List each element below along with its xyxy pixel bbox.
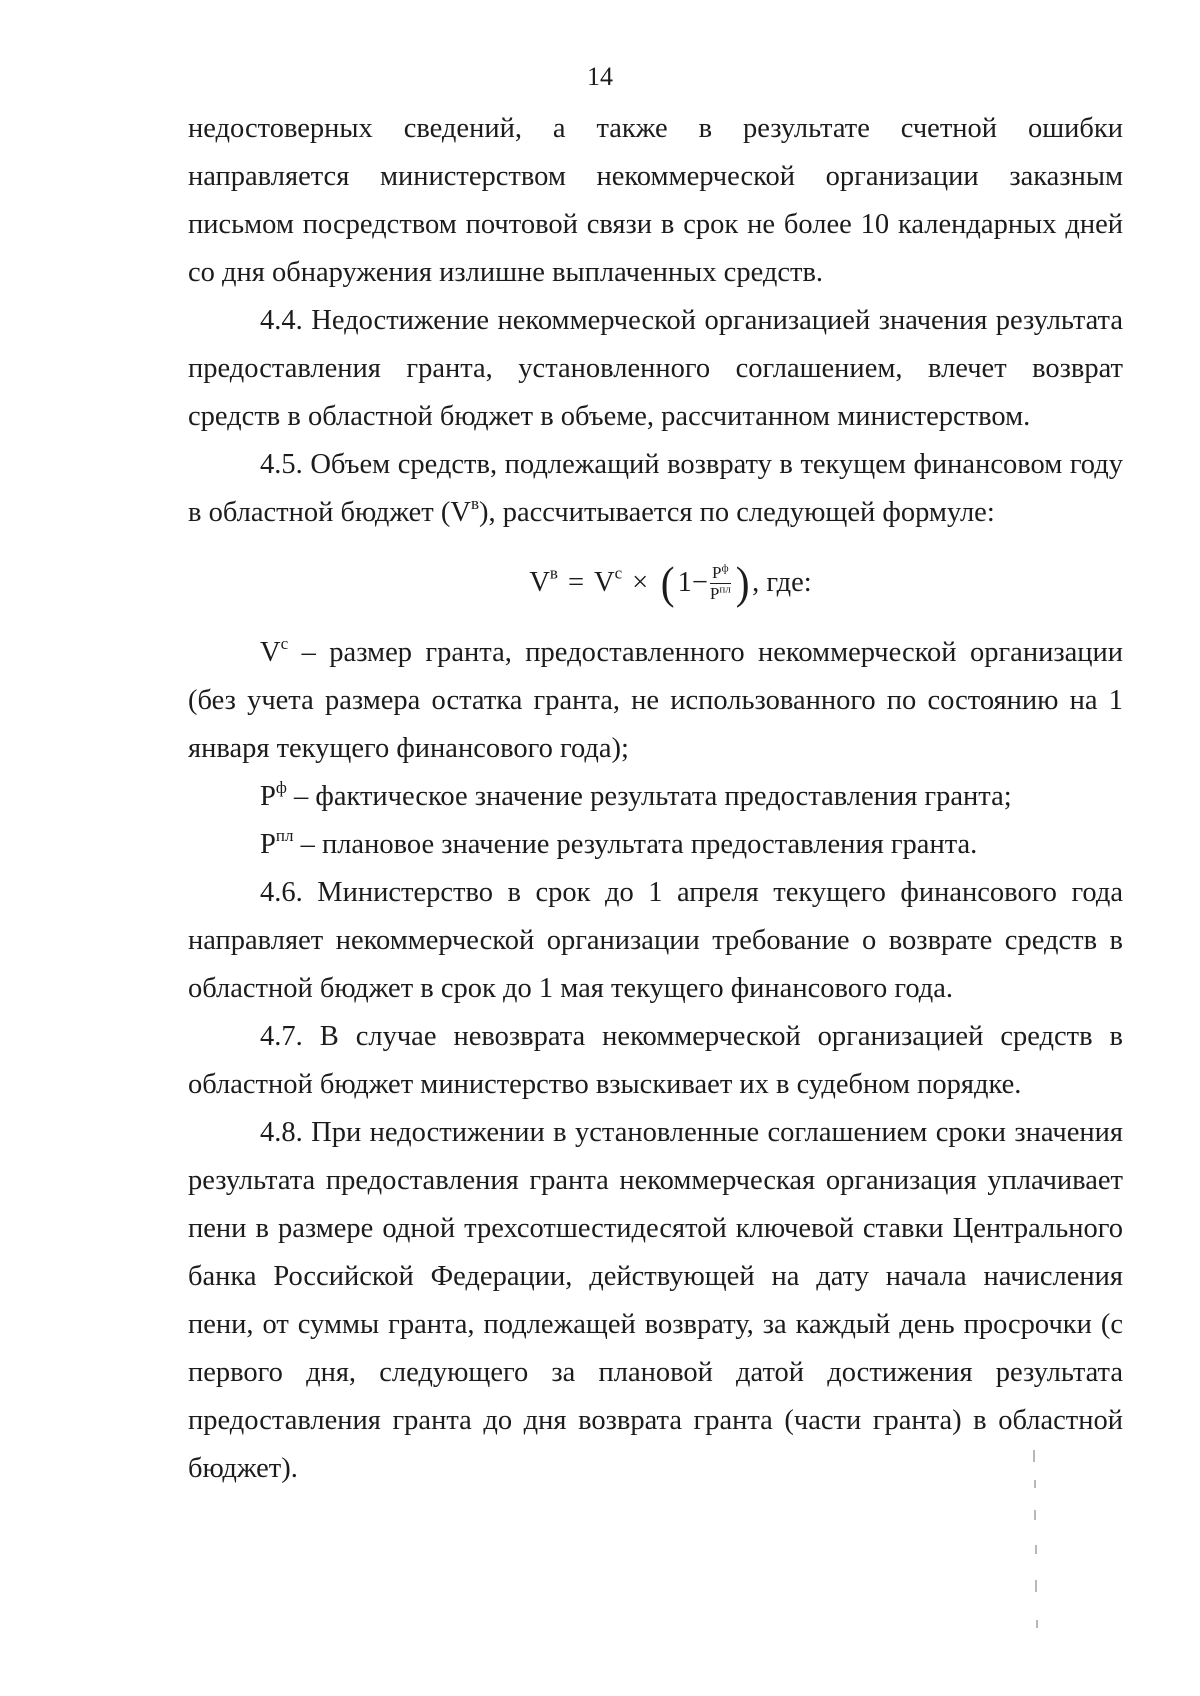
formula-times: × <box>632 567 649 598</box>
page-number: 14 <box>587 62 613 91</box>
definition-ppl-text: – плановое значение результата предоставления гранта. <box>293 829 978 860</box>
paragraph-4-4: 4.4. Недостижение некоммерческой организацией значения результата предоставления гранта, установленного соглашением, влечет возврат средств в областной бюджет в объеме, рассчитанном министерством. <box>188 305 1123 432</box>
paragraph-4-6: 4.6. Министерство в срок до 1 апреля текущего финансового года направляет некоммерческой организации требование о возврате средств в областной бюджет в срок до 1 мая текущего финансового года. <box>188 877 1123 1004</box>
scan-speck <box>1036 1620 1038 1628</box>
formula-denominator <box>710 584 731 604</box>
refund-formula <box>188 537 1123 629</box>
scan-speck <box>1034 1510 1036 1520</box>
scan-speck <box>1034 1480 1036 1488</box>
formula-numerator-sup: ф <box>721 561 729 574</box>
scan-speck <box>1033 1450 1035 1462</box>
formula-suffix: , где: <box>752 567 812 598</box>
paragraph-4-5-text-a: 4.5. Объем средств, подлежащий возврату в текущем финансовом году в областной бюджет (V <box>188 449 1123 528</box>
formula-term <box>594 559 622 607</box>
definition-ppl <box>188 821 1123 869</box>
formula-numerator <box>710 563 731 584</box>
definition-pf <box>188 773 1123 821</box>
paragraph-4-7: 4.7. В случае невозврата некоммерческой организацией средств в областной бюджет министерство взыскивает их в судебном порядке. <box>188 1021 1123 1100</box>
formula-equals: = <box>567 567 585 598</box>
formula-numerator-symbol: P <box>712 562 722 582</box>
paragraph-continuation: недостоверных сведений, а также в результате счетной ошибки направляется министерством некоммерческой организации заказным письмом посредством почтовой связи в срок не более 10 календарных дней со дня обнаружения излишне выплаченных средств. <box>188 113 1123 288</box>
definition-vc-sup: с <box>280 634 289 654</box>
scan-speck <box>1035 1580 1037 1592</box>
document-body <box>188 105 1123 1493</box>
formula-lhs-sup: в <box>549 563 558 583</box>
formula-term-symbol: V <box>594 567 615 598</box>
definition-pf-text: – фактическое значение результата предоставления гранта; <box>286 781 1012 812</box>
paragraph-4-5-text-b: ), рассчитывается по следующей формуле: <box>478 497 995 528</box>
definition-pf-sup: ф <box>275 778 287 798</box>
formula-lhs-symbol: V <box>529 567 550 598</box>
formula-one-minus: 1− <box>677 567 708 598</box>
definition-ppl-symbol: P <box>260 829 276 860</box>
formula-open-paren: ( <box>661 557 675 608</box>
paragraph-4-8: 4.8. При недостижении в установленные соглашением сроки значения результата предоставления гранта некоммерческая организация уплачивает пени в размере одной трехсотшестидесятой ключевой ставки Центрального банка Российской Федерации, действующей на дату начала начисления пени, от суммы гранта, подлежащей возврату, за каждый день просрочки (с первого дня, следующего за плановой датой достижения результата предоставления гранта до дня возврата гранта (части гранта) в областной бюджет). <box>188 1117 1123 1484</box>
scan-speck <box>1035 1545 1037 1554</box>
formula-term-sup: с <box>614 563 623 583</box>
formula-denominator-sup: пл <box>719 582 731 595</box>
definition-vc <box>188 629 1123 773</box>
definition-ppl-sup: пл <box>275 826 294 846</box>
formula-fraction <box>710 563 731 604</box>
paragraph-4-5-sup: в <box>470 494 479 514</box>
formula-denominator-symbol: P <box>709 583 720 603</box>
definition-vc-text: – размер гранта, предоставленного некоммерческой организации (без учета размера остатка гранта, не использованного по состоянию на 1 января текущего финансового года); <box>188 637 1123 764</box>
paragraph-4-5 <box>188 441 1123 537</box>
definition-pf-symbol: P <box>260 781 276 812</box>
formula-lhs <box>529 559 558 607</box>
definition-vc-symbol: V <box>260 637 281 668</box>
formula-close-paren: ) <box>735 557 750 608</box>
